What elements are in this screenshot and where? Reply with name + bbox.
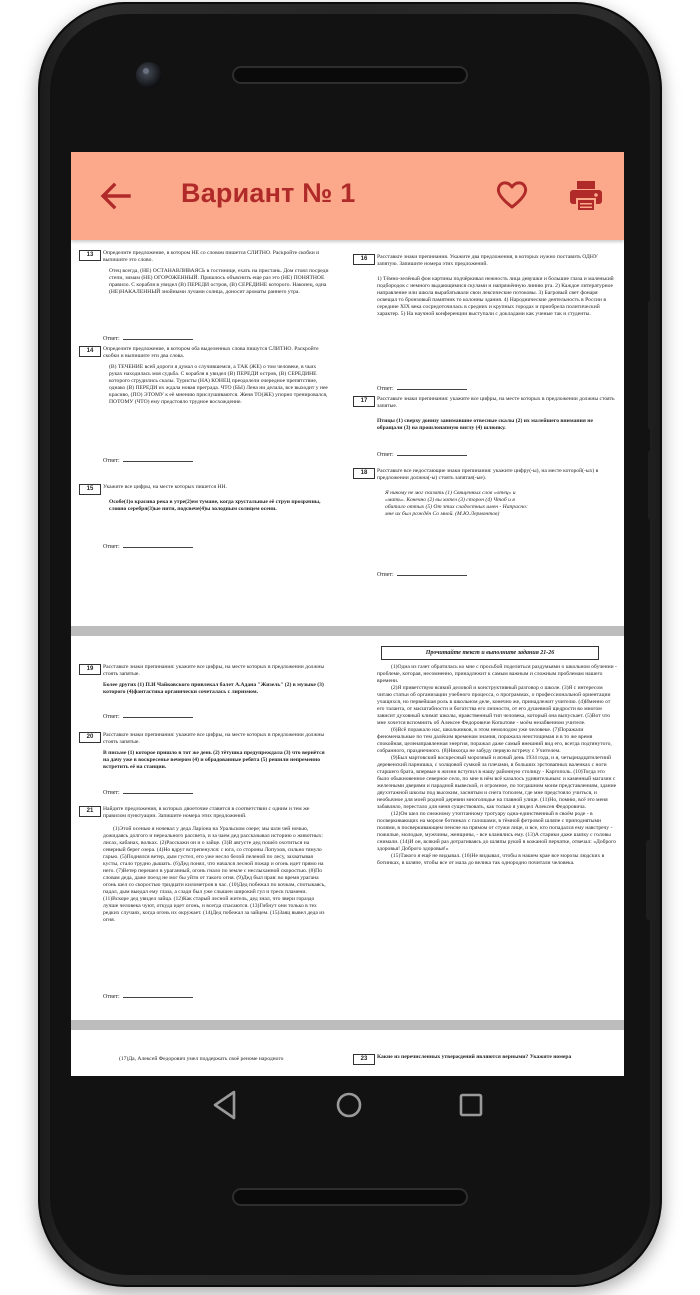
- nav-recent-apps-button[interactable]: [456, 1088, 486, 1122]
- task-number: 16: [353, 254, 375, 265]
- task-question: Расставьте знаки препинания. Укажите два предложения, в которых нужно поставить ОДНУ запятую. Запишите номера этих предложений.: [377, 254, 598, 267]
- task-number: 18: [353, 468, 375, 479]
- favorite-button[interactable]: [495, 178, 529, 212]
- reading-paragraph: (17)Да, Алексей Федорович умел поддержать своё реноме народного: [119, 1056, 284, 1062]
- app-toolbar: [71, 152, 624, 240]
- answer-field[interactable]: Ответ:: [103, 790, 193, 797]
- app-screen: [71, 152, 624, 1076]
- task-sentences: Более других (1) П.И Чайковского привлекал балет А.Адана "Жизель" (2) в музыке (3) которого (4)фантастика органически сочеталась с лиризмом.: [103, 682, 324, 695]
- task-question: Расставьте знаки препинания: укажите все цифры, на месте которых в предложении должны стоять запятые.: [103, 732, 325, 745]
- task-question: Расставьте знаки препинания: укажите все цифры, на месте которых в предложении должны стоять запятые.: [103, 664, 325, 677]
- answer-field[interactable]: Ответ:: [103, 994, 193, 1001]
- task-number: 21: [79, 806, 101, 817]
- task-question: Расставьте знаки препинания: укажите все цифры, на месте которых в предложении должны стоять запятые.: [377, 396, 615, 409]
- reading-passage: [377, 664, 617, 867]
- task-question: Расставьте все недостающие знаки препинания: укажите цифру(-ы), на месте которой(-ых) в предложении должна(-ы) стоять запятая(-ые).: [377, 468, 599, 481]
- volume-button: [648, 300, 656, 430]
- answer-field[interactable]: Ответ:: [377, 386, 467, 393]
- back-button[interactable]: [99, 180, 133, 212]
- answer-field[interactable]: Ответ:: [103, 336, 193, 343]
- task-sentences: Птицы (1) сверху донизу занимавшие отвесные скалы (2) их малейшего внимания не обращали (3) на прошлонапную виглу (4) шлюпку.: [377, 418, 593, 431]
- nav-home-button[interactable]: [334, 1088, 364, 1122]
- answer-field[interactable]: Ответ:: [377, 452, 467, 459]
- task-sentences: В письме (1) которое пришло в тот же день (2) тётушка предупреждала (3) что вернётся на дачу уже в воскресенье вечером (4) и обрадованные ребята (5) решили непременно встретить её на станции.: [103, 750, 325, 770]
- heart-outline-icon: [495, 178, 529, 212]
- answer-field[interactable]: Ответ:: [103, 714, 193, 721]
- nav-back-triangle-icon: [210, 1088, 240, 1122]
- page-title: Вариант № 1: [181, 178, 356, 208]
- arrow-left-icon: [99, 180, 133, 212]
- task-number: 17: [353, 396, 375, 407]
- task-sentences: (В) ТЕЧЕНИЕ всей дороги я думал о случившемся, а ТАК (ЖЕ) о том человеке, в чьих руках находилась моя судьба. С корабля я увидел (В) ПЕРЕДИ остров, (В) СЕРЕДИНЕ которого сгрудились скалы. Туристы (НА) КОНЕЦ преодолели очередное препятствие, однако (В) ПЕРЕДИ их ждала новая преграда. ЧТО (БЫ) Лена ни делала, все выходит у нее красиво, (ПО) ЭТОМУ к её мнению прислушиваются. Женя ТО(ЖЕ) упорно тренировался, ПОТОМУ (ЧТО) ему предстояло трудное восхождение.: [109, 364, 328, 405]
- reading-paragraph: (6)Всё поражало нас, школьников, в этом немолодом уже человеке. (7)Поражали феноменальные по тем далёким временам знания, поражала неистощимая и в то же время спокойная, целенаправленная энергия, поражал даже самый внешний вид его, всегда подтянутого, собранного, празднечного. (8)Никогда не забуду первую встречу с Учителем.: [377, 727, 612, 754]
- nav-recent-square-icon: [456, 1088, 486, 1122]
- answer-field[interactable]: Ответ:: [103, 544, 193, 551]
- answer-field[interactable]: Ответ:: [377, 572, 467, 579]
- task-number: 14: [79, 346, 101, 357]
- task-sentences: Особе(1)о красива река в утре(2)ем тумане, когда хрустальные её струи прозрачны, словно серебря(3)ые нити, подсвече(4)ы холодным солнцем осени.: [109, 499, 321, 512]
- document-page: [71, 240, 624, 626]
- reading-paragraph: (9)Был мартовский воскресный морозный и ясный день 1934 года, и я, четырнадцатилетний деревенский парнишка, с холщовой сумкой за плечами, в больших эрстовапных валенках с ноги старшего брата, впервые в жизни вступил в нашу районную столицу - Каргополь. (10)Тогда это было обыкновенное северное село, по мне в нём всё казалось удивительным: и каменный магазин с железными дверями и парадной вывеской, и огромное, по тогдашним моим представлениям, здание двухэтажной школы под высоким, заснятым и снега тополем, где мне предстояло учиться, и необычное для моей родной деревни многолюдье на главной улице. (11)Но, помню, всё это меня забавляло, перестало для меня существовать, как только я увидел Алексея Федоровича.: [377, 755, 617, 810]
- power-button: [646, 840, 656, 920]
- task-number: 19: [79, 664, 101, 675]
- task-number: 20: [79, 732, 101, 743]
- printer-icon: [568, 179, 604, 213]
- document-page: [71, 636, 624, 1020]
- reading-paragraph: (1)Одна из газет обратилась ко мне с просьбой поделиться раздумьями о школьном обучении - проблеме, которая, несомненно, принадлежит к самым важным и сложным проблемам нашего времени.: [377, 664, 617, 684]
- task-number: 13: [79, 250, 101, 261]
- print-button[interactable]: [568, 179, 604, 213]
- earpiece-speaker: [232, 66, 468, 84]
- task-question: Определите предложение, в котором оба выделенных слова пишутся СЛИТНО. Раскройте скобки и выпишите эти два слова.: [103, 346, 319, 359]
- task-question: Найдите предложения, в которых двоеточие ставится в соответствии с одним и тем же правилом пунктуации. Запишите номера этих предложений.: [103, 806, 310, 819]
- volume-button-lower: [648, 450, 656, 520]
- reading-paragraph: (2)Я приветствую всякий деловой и конструктивный разговор о школе. (3)Я с интересом читаю статьи об организации учебного процесса, о программах, о профессиональной ориентации учащихся, но первейшая роль в школьном деле, конечно же, принадлежит учителю. (4)Именно от его таланта, от масштабности и богатства его личности, от его душевной щедрости во многом зависит духовный климат школы, нравственный тип человека, который она выпускает. (5)Вот что мне хочется вспомнить об Алексее Федоровиче Копытове - моём незабвенном учителе.: [377, 685, 611, 726]
- task-question: Определите предложение, в котором НЕ со словом пишется СЛИТНО. Раскройте скобки и выпишите это слово.: [103, 250, 320, 263]
- task-passage: (1)Этой осенью я ночевал у деда Ларіона на Уральском озере; мы шли чей ночью, дожидаясь долгого и нереального рассвета, и за чаем дед рассказывал историю о животных: лисах, кабанах, волках. (2)Расскажи он и о зайце. (3)В августе дед пошёл охотиться на северный берег озера. (4)Но вдруг встрепенулся: с юга, со стороны Лопухов, сильно тянуло гарью. (5)Поднялся ветер, дым густел, его уже несло белой пеленой по лесу, захватывая кусты, стало трудно дышать. (6)Дед понял, что начался лесной пожар и огонь идет прямо на него. (7)Ветер перешел в ураганный, огонь гнало по земле с неслыханной скоростью. (8)По словам деда, даже поезд не мог бы уйти от такого огня. (9)Дед был прав: во время урагана огонь шел со скоростью тридцати километров в час. (10)Дед побежал по кочкам, спотыкаясь, падал, дым выедал ему глаза, а сзади был уже слышен широкий гул и треск пламени. (11)Вскоре дед увидел зайца. (12)Как старый лесной житель, дед знал, что звери гораздо лучше человека чуют, откуда идет огонь, и всегда спасаются. (13)Гибнут они только в тех редких случаях, когда огонь их окружает. (14)Дед побежал за зайцем. (15)Заяц вывел деда из огня.: [103, 826, 326, 923]
- task-poem: Я никому не мог сказать (1) Священных слов «отец» и «мать». Конечно (2) вы хотел (3) сторон (4) Чтоб и я обитало оттых (5) От этих сладостных имен - Напрасно: мне их был рождён Со мной. (М.Ю.Лермонтов): [385, 490, 528, 517]
- reading-paragraph: (12)Он шел по снежному утоптанному тротуару одна-единственный в своём роде - в посверкивающих на морозе ботинках с галошами, в тёмной фетровой шляпе с приподнятыми полями, в посверкивающем пенсне на прямом от стужи лице, и все, кто попадался ему навстречу - пожилые, молодые, мужчины, женщины, - все кланялись ему. (13)А старики даже шапку с головы снимали. (14)И он, всякий раз дотрагиваясь до шляпы рукой в кожаной перчатке, отвечал: «Доброго здоровья! Доброго здоровья!»: [377, 811, 617, 852]
- task-question: Укажите все цифры, на месте которых пишется НН.: [103, 484, 227, 490]
- front-camera: [136, 62, 162, 88]
- task-sentences: Отец всегда, (НЕ) ОСТАНАВЛИВАЯСЬ в гостинице, ехать на пристань. Дом стоял посреди степи, зимам (НЕ) ОГОРОЖЕННЫЙ. Пришлось объяснить еще раз это (НЕ) ПОНЯТНОЕ правило. С корабля в увидел (В) ПЕРЕДИ остров, (В) СЕРЕДИНЕ которого. Наконец, одна (НЕ)НАКАЛЕННЫЙ знойными лучами солнца, доносит ароматы раннего утра.: [109, 268, 329, 295]
- task-number: 23: [353, 1054, 375, 1065]
- task-number: 15: [79, 484, 101, 495]
- reading-box-title: Прочитайте текст и выполните задания 21-26: [381, 646, 599, 660]
- reading-paragraph: (15)Такого я ещё не видывал. (16)Не видывал, чтобы в нашем крае все морозы людских в ботинках, в шляпе, чтобы все от мала до велика так однородно почитали человека.: [377, 853, 605, 866]
- task-sentences: 1) Тёмно-зелёный фон картины подчёркивал нежность лица девушки и большие глаза и маленький подбородок с немного выдающимися скулами и напряжённую линию рта. 2) Каждое литературное направление или школа вырабатывали свои лексические потоковы. 3) Багровый свет фонаря освещал то бронзовый памятник то колонны здания. 4) Народнические деятельность в России в середине XIX века сосредоточилась в средних и крупных городах и приобрела политический характер. 5) На научной конференции выступали с докладами как ученые так и студенты.: [377, 276, 614, 317]
- task-question: Какие из перечисленных утверждений являются верными? Укажите номера: [377, 1054, 572, 1060]
- answer-field[interactable]: Ответ:: [103, 458, 193, 465]
- document-page: [71, 1030, 624, 1076]
- bottom-speaker: [232, 1188, 468, 1206]
- nav-home-circle-icon: [334, 1088, 364, 1122]
- nav-back-button[interactable]: [210, 1088, 240, 1122]
- document-viewer[interactable]: [71, 240, 624, 1076]
